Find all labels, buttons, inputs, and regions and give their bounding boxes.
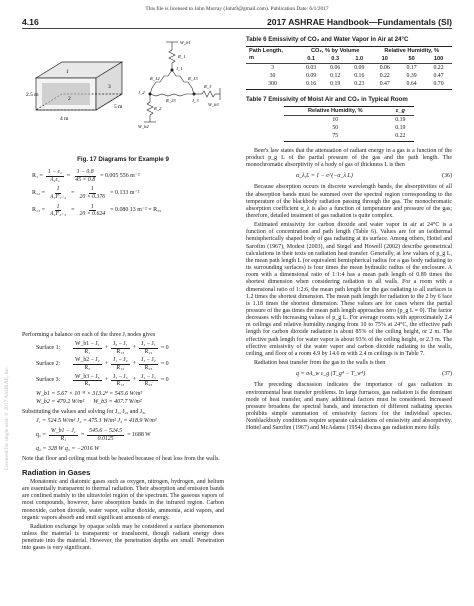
q1-frac2 <box>87 428 124 442</box>
t6-cell: 3 <box>271 64 274 71</box>
surface-2-eq: Surface 2: $\frac{\text{W\_b2 − J₂}}{\text{R₂}}$ + $\frac{\text{J₁ − J₂}}{\text{R₁₂}}$ + $\frac{\text{J₃ − J₂}}{\text{R₂₃}}$ = 0 <box>36 357 169 371</box>
t6-sub-4: 50 <box>408 55 415 62</box>
eq-r1-frac2 <box>73 169 97 183</box>
q1-num2: 545.6 − 524.5 <box>89 428 123 435</box>
t6-row <box>246 81 452 90</box>
eq-r1-frac1 <box>46 169 64 183</box>
surf2-den3: R₂₃ <box>144 364 153 371</box>
t7-cell: 0.19 <box>395 124 406 131</box>
eq-r13-frac1 <box>48 204 68 218</box>
surf2-frac3 <box>139 357 158 371</box>
q1-eq: = <box>80 431 85 438</box>
node-1-label: 1 <box>66 69 69 75</box>
surf3-label: Surface 3: <box>36 377 61 384</box>
wb-lines <box>36 399 224 406</box>
equation-r12 <box>32 186 224 200</box>
page-number: 4.16 <box>22 17 39 27</box>
subst-text: Substituting the values and solving for J₁, J₂, and J₃, <box>22 409 146 416</box>
eq-r13-frac2 <box>78 204 108 218</box>
t6-cell: 0.16 <box>354 73 365 80</box>
t6-co2-header: CO₂, % by Volume <box>310 47 360 54</box>
equation-37 <box>296 371 452 378</box>
eq37-number: (37) <box>442 371 452 378</box>
t7-cell: 75 <box>332 133 339 140</box>
q1-equation <box>36 428 224 442</box>
t6-path-unit: m <box>249 55 254 62</box>
t7-cell: 10 <box>332 116 339 123</box>
dim-height-label: 2.5 m <box>26 92 39 98</box>
eq-r12-frac1 <box>48 186 68 200</box>
surf2-frac2 <box>111 357 130 371</box>
discussion-para: The preceding discussion indicates the importance of gas radiation in environmental heat transfer problems. In large furnaces, gas radiation is the dominant mode of heat transfer, and many additional factors must be considered. Increased pressure broadens the spectral bands, and interaction of different radiating species prohibits simple summation of emissivity factors for the individual species. Nonblackbody conditions require separate calculations of emissivity and absorptivity. Hottel and Sarofim (1967) and McAdams (1954) discuss gas radiation more fully. <box>246 382 452 432</box>
t6-cell: 0.09 <box>306 73 317 80</box>
t6-cell: 0.06 <box>330 64 341 71</box>
t6-sub-2: 1.0 <box>355 55 364 62</box>
r2-label: R_2 <box>154 106 162 111</box>
surf3-frac2 <box>111 374 130 388</box>
t7-cell: 0.22 <box>395 133 406 140</box>
t6-row <box>246 64 452 73</box>
q1-rhs: = 1688 W <box>127 431 151 438</box>
surf3-den1: R₃ <box>84 381 91 388</box>
surf1-den2: R₁₃ <box>116 348 125 355</box>
t6-path-header <box>246 47 299 64</box>
node-2-label: 2 <box>68 96 71 102</box>
eq-r13-num2: 1 <box>90 203 94 210</box>
eq-r1-den2: 45 × 0.8 <box>75 176 96 183</box>
gas-para-2: Radiation exchange by opaque solids may be considered a surface phenomenon unless the material is transparent or translucent, though radiant energy does penetrate into the material. However, the penetration depths are small. Penetration into gases is very significant. <box>22 523 224 552</box>
t6-sub-0: 0.1 <box>307 55 315 62</box>
surf2-label: Surface 2: <box>36 360 61 367</box>
eq-r13-den2: 20 × 0.624 <box>79 211 106 218</box>
surf1-frac2 <box>111 341 130 355</box>
eq-r1-num: 1 − ε₁ <box>47 169 62 176</box>
r13-label: R_13 <box>188 76 198 81</box>
equation-36 <box>296 173 452 180</box>
t6-cell: 300 <box>268 81 277 88</box>
t6-cell: 0.39 <box>406 73 417 80</box>
eq-r12-rhs: = 0.133 m⁻² <box>110 189 140 196</box>
surf3-frac3 <box>139 374 158 388</box>
r1-label: R_1 <box>178 54 186 59</box>
surf1-den3: R₁₂ <box>144 348 153 355</box>
t6-path-label: Path Length, <box>249 48 283 55</box>
surf2-num3: J₃ − J₂ <box>141 357 156 364</box>
t6-cell: 0.16 <box>306 81 317 88</box>
eq-r12-den: A₁F₁₋₂ <box>49 193 67 200</box>
eq-r12-frac2 <box>78 186 108 200</box>
wb2-label: W_b2 <box>138 124 149 129</box>
t6-cell: 0.22 <box>433 64 444 71</box>
q23-line: q₂ = 328 W q₃ = −2016 W <box>36 445 100 452</box>
surf1-num1: W_b1 − J₁ <box>75 341 100 348</box>
t6-sub-3: 10 <box>381 55 388 62</box>
wb1-line: W_b1 = 5.67 × 10⁻⁸ × 313.2⁴ = 545.6 W/m² <box>36 390 143 397</box>
note-text: Note that floor and ceiling must both be heated because of heat loss from the walls. <box>22 455 220 462</box>
t6-cell: 0.64 <box>406 81 417 88</box>
eq-r13-den: A₁F₁₋₃ <box>49 211 67 218</box>
eq-r12-num: 1 <box>56 186 60 193</box>
dim-width-label: 4 m <box>60 116 69 122</box>
surface-3-eq: Surface 3: $\frac{\text{W\_b3 − J₃}}{\text{R₃}}$ + $\frac{\text{J₁ − J₃}}{\text{R₁₃}}$ + $\frac{\text{J₂ − J₃}}{\text{R₂₃}}$ = 0 <box>36 373 169 388</box>
dim-depth-label: 5 m <box>114 104 123 110</box>
t7-cell: 0.19 <box>395 116 406 123</box>
eq-r13-rhs: = 0.080 13 m⁻² = R₂₃ <box>110 207 162 214</box>
table6-title: Table 6 Emissivity of CO₂ and Water Vapor in Air at 24°C <box>246 36 409 43</box>
t6-cell: 0.03 <box>306 64 317 71</box>
t6-row <box>246 73 452 81</box>
license-header: This file is licensed to John Murray (John9@gmail.com). Publication Date: 6/1/2017 <box>145 6 329 12</box>
q1-lhs: q₁ = <box>36 431 46 438</box>
eq-r1-rhs: = 0.005 556 m⁻² <box>100 172 140 179</box>
q1-frac1 <box>49 428 78 442</box>
t6-cell: 0.47 <box>433 73 444 80</box>
r23-label: R_23 <box>166 98 176 103</box>
t6-cell: 0.17 <box>406 64 417 71</box>
wb2-line: W_b2 = 479.2 W/m² <box>36 398 85 405</box>
t6-cell: 0.23 <box>354 81 365 88</box>
t6-sub-1: 0.3 <box>331 55 340 62</box>
eq-r1-num2: 1 − 0.8 <box>76 169 94 176</box>
equation-r1 <box>32 169 224 183</box>
t7-rh-header: Relative Humidity, % <box>308 107 363 114</box>
surf1-den1: R₁ <box>84 348 91 355</box>
eq37-body: q = σA_w ε_g (T_g⁴ − T_w⁴) <box>296 371 366 378</box>
beer-law-para: Beer's law states that the attenuation of radiant energy in a gas is a function of the product p_g L of the partial pressure of the gas and the path length. The monochromatic absorptivity of a body of gas of thickness L is then <box>246 147 452 169</box>
q1-num: W_b1 − J₁ <box>50 428 76 435</box>
wb3-label: W_b3 <box>208 102 219 107</box>
surf1-frac3 <box>139 341 158 355</box>
equation-r13 <box>32 204 224 218</box>
j-values-line: J₁ = 524.5 W/m² J₂ = 475.1 W/m² J₃ = 418.9 W/m² <box>36 418 157 425</box>
t6-cell: 0.22 <box>379 73 390 80</box>
surf1-num2: J₃ − J₁ <box>112 341 128 348</box>
surf2-den1: R₂ <box>84 364 91 371</box>
running-head: 2017 ASHRAE Handbook—Fundamentals (SI) <box>267 17 452 27</box>
surf1-num3: J₂ − J₁ <box>141 341 156 348</box>
eq-r1-lhs: R₁ = <box>32 172 43 179</box>
eq-r12-den2: 20 × 0.376 <box>79 193 106 200</box>
j1-label: J_1 <box>176 66 183 71</box>
balance-text: Performing a balance on each of the three Jᵢ nodes gives <box>22 332 156 338</box>
q1-den2: 0.0125 <box>97 435 114 442</box>
eq-r13-lhs: R₁₃ = <box>32 207 45 214</box>
t6-cell: 30 <box>269 73 276 80</box>
eq-r13-num: 1 <box>56 203 60 210</box>
figure-diagram <box>22 36 224 236</box>
q1-den: R₁ <box>60 435 67 442</box>
emissivity-para: Estimated emissivity for carbon dioxide and water vapor in air at 24°C is a function of concentration and path length (Table 6). Values are for an isothermal hemispherically shaped body of gas radiating at its surface. Among others, Hottel and Sarofim (1967), Modest (2003), and Siegel and Howell (2002) describe geometrical calculations in their texts on radiation heat transfer. Generally, at low values of p_g L, the mean path length L (or equivalent hemispherical radius for a gas body radiating to its surrounding surfaces) is four times the mean hydraulic radius of the enclosure. A room with a dimensional ratio of 1:1:4 has a mean path length of 0.89 times the shortest dimension when considering radiation to all walls. For a room with a dimensional ratio of 1:2:6, the mean path length for the gas radiating to all surfaces is 1.2 times the shortest dimension. The mean path length for radiation to the 2 by 6 face is 1.18 times the shortest dimension. These values are for cases where the partial pressure of the gas times the mean path length approaches zero (p_g L ≈ 0). The factor decreases with increasing values of p_g L. For average rooms with approximately 2.4 m ceilings and relative humidity ranging from 10 to 75% at 24°C, the effective path length for carbon dioxide radiation is about 85% of the ceiling height, or 2 m. The effective path length for water vapor is about 93% of the ceiling height, or 2.3 m. The effective emissivity of the water vapor and carbon dioxide radiating to the walls, ceiling, and floor of a room 4.9 by 14.6 m with 2.4 m ceilings is in Table 7. <box>246 222 452 357</box>
table7 <box>284 106 414 142</box>
surface-1-eq: Surface 1: $\frac{\text{W\_b1 − J₁}}{\text{R₁}}$ + $\frac{\text{J₃ − J₁}}{\text{R₁₃}}$ + $\frac{\text{J₂ − J₁}}{\text{R₁₂}}$ = 0 <box>36 341 169 355</box>
eq-r1-den: A₁ε₁ <box>49 176 60 183</box>
surf2-num1: W_b2 − J₂ <box>75 357 100 364</box>
r3-label: R_3 <box>204 84 212 89</box>
table7-title: Table 7 Emissivity of Moist Air and CO₂ in Typical Room <box>246 95 408 103</box>
eq-r1-mid: = <box>66 172 71 179</box>
wb3-line: W_b3 = 407.7 W/m² <box>93 398 142 405</box>
eq36-body: α_λ,L = 1 − e^(−α_λ L) <box>296 173 353 180</box>
node-3-label: 3 <box>108 84 111 90</box>
surf1-label: Surface 1: <box>36 344 61 351</box>
wb1-label: W_b1 <box>180 40 191 45</box>
section-title: Radiation in Gases <box>22 467 91 477</box>
t6-cell: 0.09 <box>354 64 365 71</box>
surf3-den2: R₁₃ <box>116 381 125 388</box>
surf3-num3: J₂ − J₃ <box>141 373 156 380</box>
t6-cell: 0.70 <box>433 81 444 88</box>
t7-cell: 50 <box>332 124 339 131</box>
eq-r12-eq: = <box>71 189 75 196</box>
t6-rh-header: Relative Humidity, % <box>384 47 439 54</box>
r12-label: R_12 <box>150 76 160 81</box>
eq-r12-lhs: R₁₂ = <box>32 189 45 196</box>
header-rule <box>22 28 452 29</box>
surf3-num2: J₁ − J₃ <box>112 373 128 380</box>
t7-row <box>284 133 414 142</box>
figure-svg <box>22 36 224 156</box>
surf2-num2: J₁ − J₂ <box>112 357 128 364</box>
t6-cell: 0.47 <box>379 81 390 88</box>
surf2-frac1 <box>73 357 102 371</box>
t7-eps-header: ε_g <box>395 107 405 114</box>
t6-cell: 0.06 <box>379 64 390 71</box>
t6-sub-5: 100 <box>433 55 444 62</box>
table6 <box>246 46 452 90</box>
gas-para-1: Monatomic and diatomic gases such as oxygen, nitrogen, hydrogen, and helium are essentially transparent to thermal radiation. Their absorption and emission bands are confined mainly to the ultraviolet region of the spectrum. The gaseous vapors of most compounds, however, have absorption bands in the infrared region. Carbon monoxide, carbon dioxide, water vapor, sulfur dioxide, ammonia, acid vapors, and organic vapors absorb and emit significant amounts of energy. <box>22 479 224 521</box>
j2-label: J_2 <box>138 90 145 95</box>
t7-row <box>284 116 414 125</box>
eq-r13-eq: = <box>71 207 75 214</box>
figure-caption: Fig. 17 Diagrams for Example 9 <box>77 156 169 163</box>
watermark: Licensed for single user. © 2017 ASHRAE, Inc. <box>4 366 10 470</box>
eq-r12-num2: 1 <box>90 186 94 193</box>
surf2-den2: R₁₂ <box>116 364 125 371</box>
heat-transfer-intro: Radiation heat transfer from the gas to the walls is then <box>254 360 386 367</box>
surf3-frac1 <box>73 374 102 388</box>
surf3-num1: W_b3 − J₃ <box>75 373 100 380</box>
left-column <box>22 36 224 555</box>
absorption-para: Because absorption occurs in discrete wavelength bands, the absorptivities of all the absorption bands must be summed over the spectral region corresponding to the temperature of the blackbody radiation passing through the gas. The monochromatic absorption coefficient α_λ is also a function of temperature and pressure of the gas; therefore, detailed treatment of gas radiation is quite complex. <box>246 184 452 219</box>
t6-cell: 0.12 <box>330 73 341 80</box>
right-column <box>246 36 452 435</box>
t7-row <box>284 124 414 132</box>
surf3-den3: R₂₃ <box>144 381 153 388</box>
j3-label: J_3 <box>192 98 199 103</box>
surf1-frac1 <box>73 341 102 355</box>
eq36-number: (36) <box>442 173 452 180</box>
t6-cell: 0.19 <box>330 81 341 88</box>
